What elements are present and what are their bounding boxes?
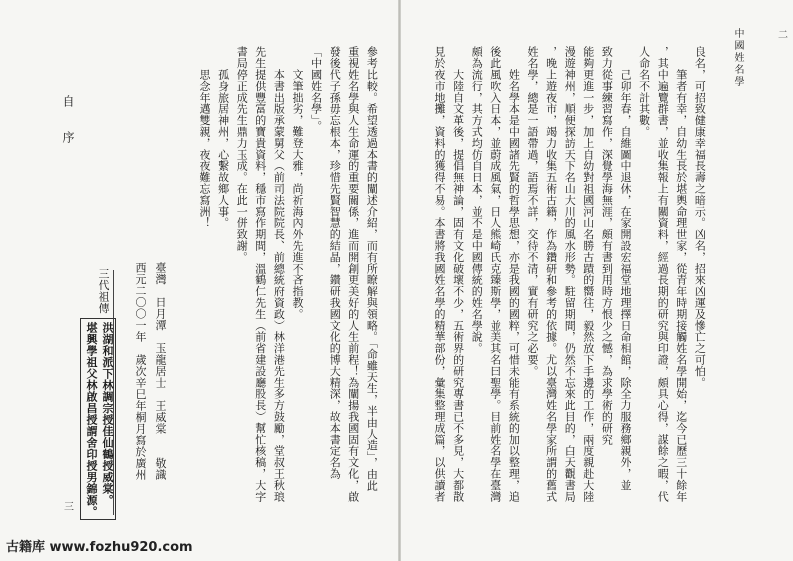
- text-column: 參考比較。希望透過本書的闡述介紹，而有所瞭解與領略。「命雖天生，半由人造」，由此: [365, 46, 379, 491]
- text-column: 頗為流行，其方式均仿自日本，並不是中國傳統的姓名學說。: [470, 46, 484, 354]
- lineage-line-1: 洪湖和派下林調宗授佳仙鶴授威棠。: [101, 322, 114, 506]
- text-column: 大陸自文革後，提倡無神論，固有文化破壞不少，五術界的研究專書已不多見，大都散: [451, 46, 465, 502]
- watermark: 古籍库 www.fozhu920.com: [6, 540, 193, 555]
- text-column: 姓名學，總是一語帶過，語焉不詳，交待不清，實有研究之必要。: [526, 46, 539, 377]
- text-column: 孤身旅居神州，心繫故鄉人事。: [216, 46, 230, 229]
- lineage-label: 三代祖傳: [97, 268, 110, 314]
- signature-author: 臺灣 日月潭 玉龍居士 王威棠 敬識: [154, 262, 167, 481]
- text-column: ，晚上遊夜市，竭力收集五術古籍，作為鑽研和參考的依據。尤以臺灣姓名學家所謂的舊式: [544, 46, 558, 502]
- text-column: 致力從事練習寫作，深覺學海無涯，頗有書到用時方恨少之憾，為求學術的研究: [600, 46, 614, 445]
- text-column: 後此風吹入日本，並蔚成風氣，日人熊崎氏克臻斯學，並美其名曰聖學。目前姓名學在臺灣: [488, 46, 502, 502]
- text-column: 本書出版承蒙舅父（前司法院院長、前總統府資政）林洋港先生多方鼓勵，堂叔王秋琅: [272, 46, 286, 502]
- signature-date: 西元二〇〇一年 歲次辛巳年桐月寫於廣州: [134, 262, 147, 481]
- page-number-right: 二: [778, 30, 788, 41]
- text-column: 能夠更進一步，加上自幼對祖國河山名勝古蹟的嚮往，毅然放下手邊的工作，兩度親赴大陸: [581, 46, 595, 502]
- text-column: 「中國姓名學」。: [309, 46, 323, 132]
- text-column: 人命名不計其數。: [637, 46, 651, 138]
- page-number-left: 三: [64, 502, 74, 513]
- text-column: 姓名學本是中國諸先賢的哲學思想，亦是我國的國粹，可惜未能有系統的加以整理，追: [507, 46, 521, 502]
- text-column: 重視姓名學與人生命運的重要關係，進而開創更美好的人生前程！為闡揚我國固有文化，啟: [346, 46, 360, 502]
- book-title-header: 中國姓名學: [732, 28, 743, 88]
- text-column: 先生提供豐富的寶貴資料，穩市寫作期間，溫鶴仁先生（前省建設廳股長）幫忙核稿，大字: [253, 46, 267, 502]
- right-page: [400, 0, 793, 561]
- preface-label: 自 序: [61, 95, 75, 149]
- text-column: 思念年邁雙親，夜夜難忘寫洲！: [198, 46, 211, 229]
- text-column: 己卯年春，自維圖中退休，在家開設宏福堂地理擇日命相館，除全力服務鄉親外，並: [619, 46, 632, 491]
- text-column: 漫遊神州，順便探訪天下名山大川的風水形勢。駐留期間，仍然不忘來此目的，白天觀書局: [563, 46, 577, 502]
- text-column: 發後代子孫毋忘根本，珍惜先賢智慧的結晶，鑽研我國文化的博大精深，故本書定名為: [328, 46, 342, 480]
- text-column: 文筆拙劣，難登大雅，尚祈海內外先進不吝指教。: [291, 46, 304, 320]
- text-column: ，其中遍覽群書，並收集報上有關資料，經過長期的研究與印證，頗具心得，謀餘之暇，代: [656, 46, 670, 502]
- text-column: 筆者有幸，自幼生長於堪輿命理世家，從青年時期接觸姓名學開始，迄今已歷三十餘年: [674, 46, 688, 502]
- text-column: 見於夜市地攤，資料的獲得不易。本書將我國姓名學的精華部份，彙集整理成篇，以供讀者: [433, 46, 446, 502]
- text-column: 書局停正成先生鼎力玉成。在此一併致謝。: [235, 46, 249, 263]
- text-column: 良名，可招致健康幸福長壽之暗示。凶名，招來凶運及慘亡之可怕。: [693, 46, 707, 388]
- lineage-line-2: 堪興學祖父林啟昌授謂舍印授男錦源。: [85, 322, 98, 518]
